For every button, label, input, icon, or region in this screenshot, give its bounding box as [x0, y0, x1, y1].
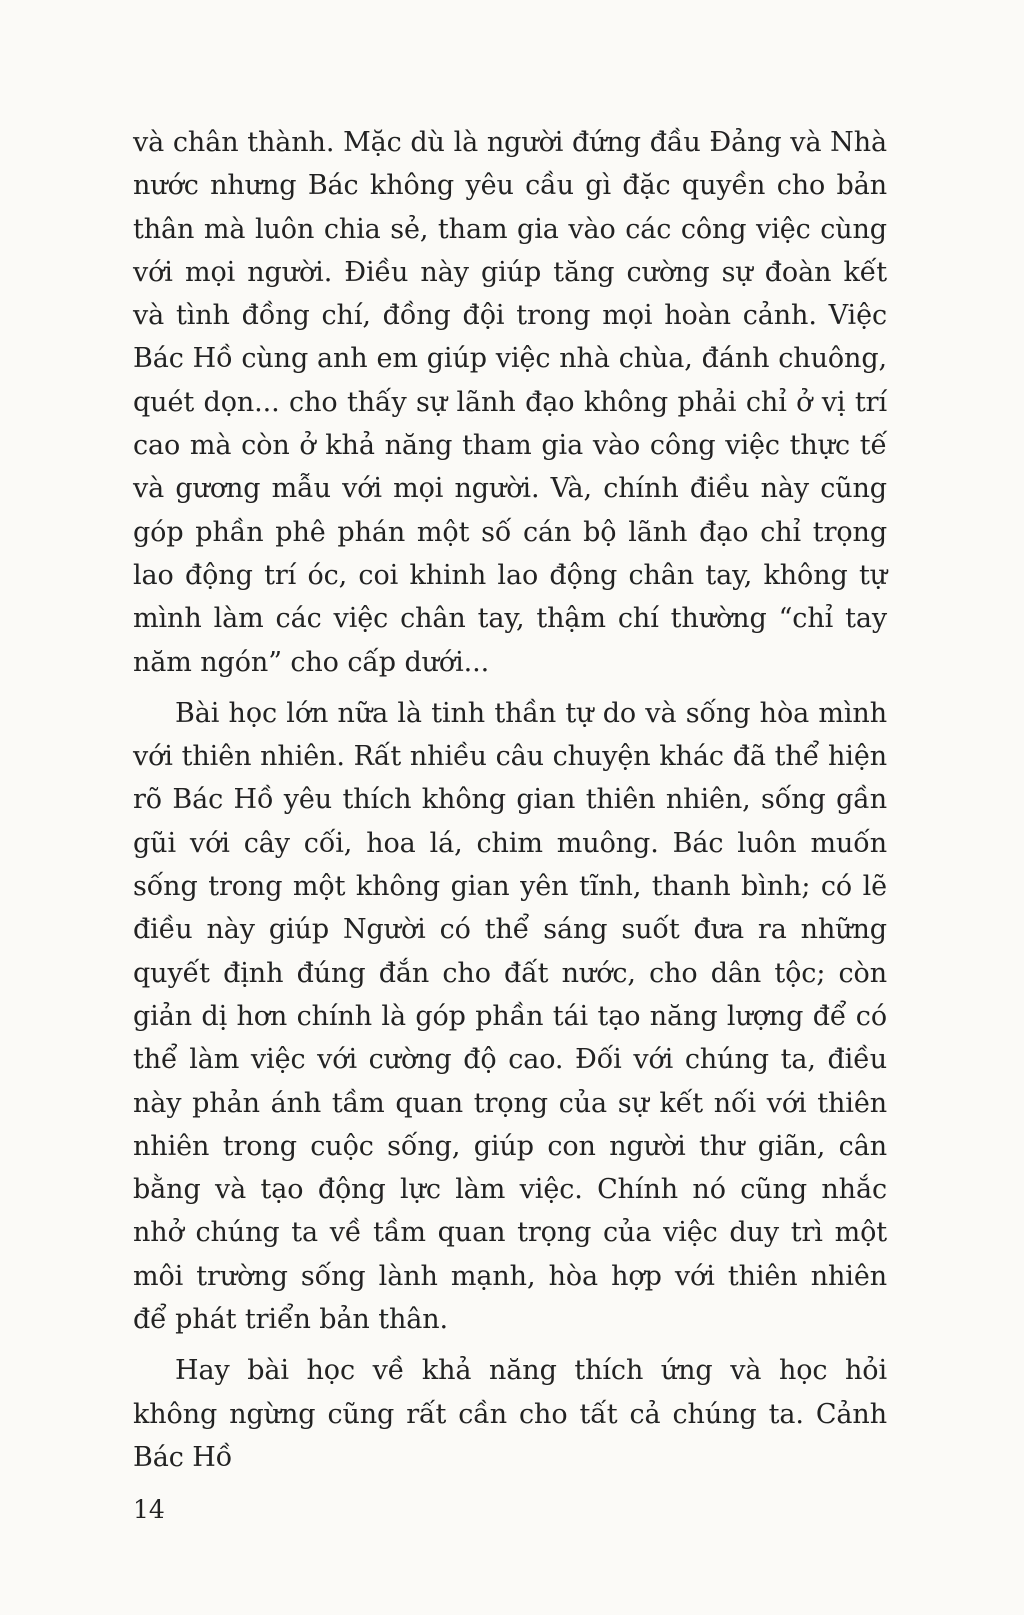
paragraph-adaptability-lesson: Hay bài học về khả năng thích ứng và học hỏi không ngừng cũng rất cần cho tất cả chúng ta. Cảnh Bác Hồ: [133, 1355, 887, 1473]
paragraph-continuation: và chân thành. Mặc dù là người đứng đầu Đảng và Nhà nước nhưng Bác không yêu cầu gì đặc quyền cho bản thân mà luôn chia sẻ, tham gia vào các công việc cùng với mọi người. Điều này giúp tăng cường sự đoàn kết và tình đồng chí, đồng đội trong mọi hoàn cảnh. Việc Bác Hồ cùng anh em giúp việc nhà chùa, đánh chuông, quét dọn... cho thấy sự lãnh đạo không phải chỉ ở vị trí cao mà còn ở khả năng tham gia vào công việc thực tế và gương mẫu với mọi người. Và, chính điều này cũng góp phần phê phán một số cán bộ lãnh đạo chỉ trọng lao động trí óc, coi khinh lao động chân tay, không tự mình làm các việc chân tay, thậm chí thường “chỉ tay năm ngón” cho cấp dưới...: [133, 127, 887, 678]
page-number: 14: [133, 1495, 165, 1524]
paragraph-nature-lesson: Bài học lớn nữa là tinh thần tự do và sống hòa mình với thiên nhiên. Rất nhiều câu chuyện khác đã thể hiện rõ Bác Hồ yêu thích không gian thiên nhiên, sống gần gũi với cây cối, hoa lá, chim muông. Bác luôn muốn sống trong một không gian yên tĩnh, thanh bình; có lẽ điều này giúp Người có thể sáng suốt đưa ra những quyết định đúng đắn cho đất nước, cho dân tộc; còn giản dị hơn chính là góp phần tái tạo năng lượng để có thể làm việc với cường độ cao. Đối với chúng ta, điều này phản ánh tầm quan trọng của sự kết nối với thiên nhiên trong cuộc sống, giúp con người thư giãn, cân bằng và tạo động lực làm việc. Chính nó cũng nhắc nhở chúng ta về tầm quan trọng của việc duy trì một môi trường sống lành mạnh, hòa hợp với thiên nhiên để phát triển bản thân.: [133, 697, 887, 1336]
body-text: [133, 121, 887, 1487]
